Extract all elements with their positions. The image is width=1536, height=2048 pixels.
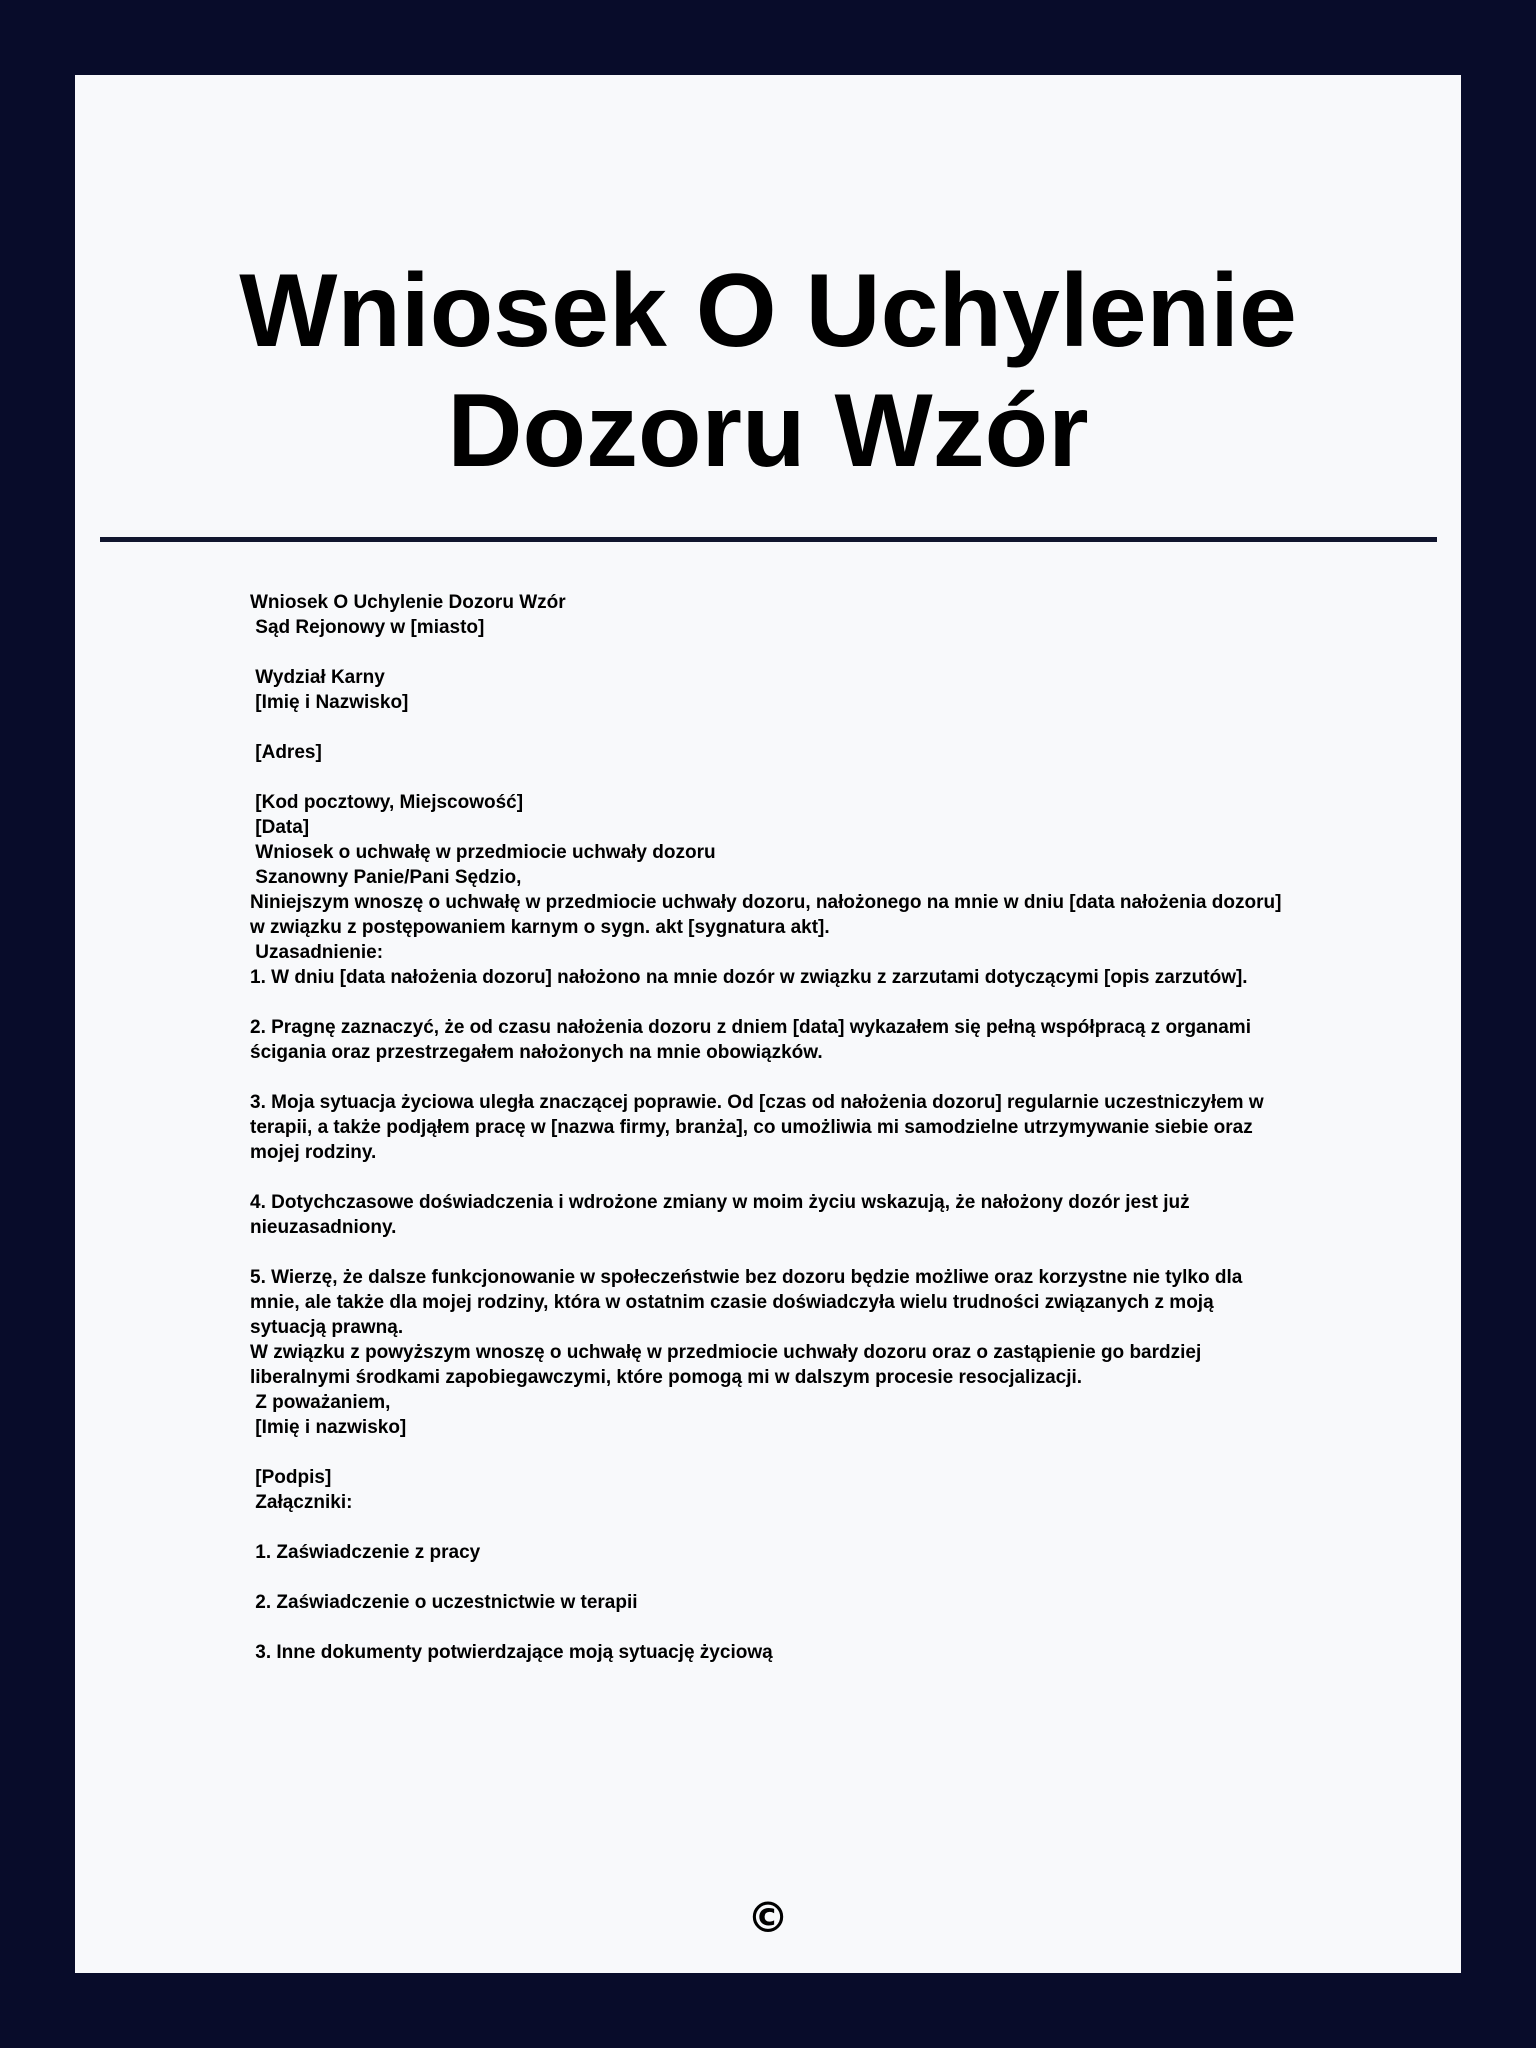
- document-page: [75, 75, 1461, 1973]
- document-title: Wniosek O Uchylenie Dozoru Wzór: [239, 253, 1297, 489]
- document-body-text: Wniosek O Uchylenie Dozoru Wzór Sąd Rejonowy w [miasto] Wydział Karny [Imię i Nazwisko] [Adres] [Kod pocztowy, Miejscowość] [Data] Wniosek o uchwałę w przedmiocie uchwały dozoru Szanowny Panie/Pani Sędzio, Niniejszym wnoszę o uchwałę w przedmiocie uchwały dozoru, nałożonego na mnie w dniu [data nałożenia dozoru] w związku z postępowaniem karnym o sygn. akt [sygnatura akt]. Uzasadnienie: 1. W dniu [data nałożenia dozoru] nałożono na mnie dozór w związku z zarzutami dotyczącymi [opis zarzutów]. 2. Pragnę zaznaczyć, że od czasu nałożenia dozoru z dniem [data] wykazałem się pełną współpracą z organami ścigania oraz przestrzegałem nałożonych na mnie obowiązków. 3. Moja sytuacja życiowa uległa znaczącej poprawie. Od [czas od nałożenia dozoru] regularnie uczestniczyłem w terapii, a także podjąłem pracę w [nazwa firmy, branża], co umożliwia mi samodzielne utrzymywanie siebie oraz mojej rodziny. 4. Dotychczasowe doświadczenia i wdrożone zmiany w moim życiu wskazują, że nałożony dozór jest już nieuzasadniony. 5. Wierzę, że dalsze funkcjonowanie w społeczeństwie bez dozoru będzie możliwe oraz korzystne nie tylko dla mnie, ale także dla mojej rodziny, która w ostatnim czasie doświadczyła wielu trudności związanych z moją sytuacją prawną. W związku z powyższym wnoszę o uchwałę w przedmiocie uchwały dozoru oraz o zastąpienie go bardziej liberalnymi środkami zapobiegawczymi, które pomogą mi w dalszym procesie resocjalizacji. Z poważaniem, [Imię i nazwisko] [Podpis] Załączniki: 1. Zaświadczenie z pracy 2. Zaświadczenie o uczestnictwie w terapii 3. Inne dokumenty potwierdzające moją sytuację życiową: [250, 592, 1282, 1663]
- copyright-icon: ©: [747, 1893, 789, 1942]
- title-divider: [100, 537, 1437, 542]
